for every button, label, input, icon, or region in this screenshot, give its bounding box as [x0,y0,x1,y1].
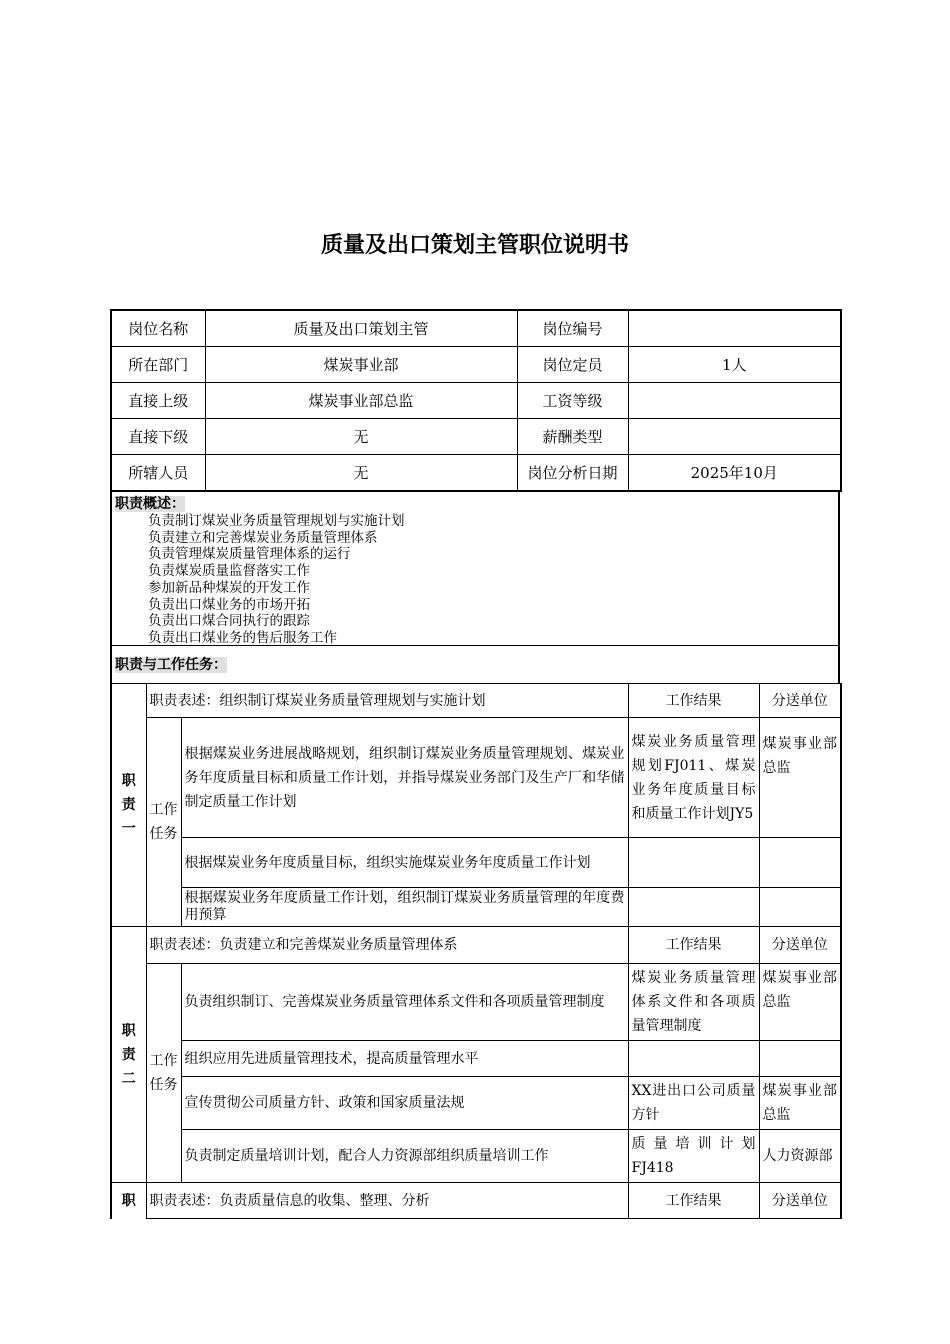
duty-2-description: 职责表述：负责建立和完善煤炭业务质量管理体系 [146,927,628,964]
destination-header: 分送单位 [759,1183,841,1219]
task-text: 根据煤炭业务年度质量目标，组织实施煤炭业务年度质量工作计划 [181,838,628,888]
table-row [111,419,841,455]
label-cell: 薪酬类型 [517,419,628,455]
value-cell: 煤炭事业部总监 [205,383,517,419]
list-item: 负责制订煤炭业务质量管理规划与实施计划 [148,513,405,529]
task-destination: 人力资源部 [759,1130,841,1183]
task-result: XX进出口公司质量方针 [628,1077,759,1130]
table-row [111,347,841,383]
table-row [111,718,841,838]
duties-header: 职责与工作任务： [115,657,227,673]
table-row [111,310,841,347]
result-header: 工作结果 [628,927,759,964]
list-item: 负责管理煤炭质量管理体系的运行 [148,546,351,563]
duties-header-row [110,646,840,683]
table-row [111,927,841,964]
task-text: 根据煤炭业务年度质量工作计划，组织制订煤炭业务质量管理的年度费用预算 [181,888,628,927]
label-cell: 所在部门 [111,347,205,383]
value-cell: 无 [205,455,517,492]
value-cell: 1人 [628,347,841,383]
list-item: 负责出口煤合同执行的跟踪 [148,613,310,630]
task-text: 组织应用先进质量管理技术，提高质量管理水平 [181,1041,628,1077]
summary-list [112,513,838,647]
list-item: 负责建立和完善煤炭业务质量管理体系 [148,529,378,546]
page-title: 质量及出口策划主管职位说明书 [320,233,629,258]
table-row [111,888,841,927]
label-cell: 岗位分析日期 [517,455,628,492]
task-destination [759,888,841,927]
label-cell: 所辖人员 [111,455,205,492]
task-text: 根据煤炭业务进展战略规划，组织制订煤炭业务质量管理规划、煤炭业务年度质量目标和质量工作计划，并指导煤炭业务部门及生产厂和华储制定质量工作计划 [181,718,628,838]
label-cell: 工资等级 [517,383,628,419]
label-cell: 直接下级 [111,419,205,455]
job-description-form [110,309,840,1209]
list-item: 负责出口煤业务的售后服务工作 [148,629,337,646]
result-header: 工作结果 [628,1183,759,1219]
task-destination [759,1041,841,1077]
table-row [111,1041,841,1077]
destination-header: 分送单位 [759,684,841,718]
table-row [111,383,841,419]
task-text: 负责组织制订、完善煤炭业务质量管理体系文件和各项质量管理制度 [181,964,628,1041]
table-row [111,1183,841,1219]
label-cell: 岗位定员 [517,347,628,383]
table-row [111,455,841,492]
task-result: 煤炭业务质量管理规划FJ011、煤炭业务年度质量目标和质量工作计划JY5 [628,718,759,838]
task-destination [759,838,841,888]
destination-header: 分送单位 [759,927,841,964]
task-destination: 煤炭事业部总监 [759,1077,841,1130]
value-cell [628,310,841,347]
summary-header: 职责概述： [115,496,185,512]
table-row [111,838,841,888]
task-result [628,1041,759,1077]
task-text: 宣传贯彻公司质量方针、政策和国家质量法规 [181,1077,628,1130]
task-result: 煤炭业务质量管理体系文件和各项质量管理制度 [628,964,759,1041]
table-row [111,1130,841,1183]
label-cell: 岗位编号 [517,310,628,347]
duty-3-description: 职责表述：负责质量信息的收集、整理、分析 [146,1183,628,1219]
task-text: 负责制定质量培训计划，配合人力资源部组织质量培训工作 [181,1130,628,1183]
value-cell: 质量及出口策划主管 [205,310,517,347]
task-result: 质量培训计划FJ418 [628,1130,759,1183]
table-row [111,684,841,718]
value-cell [628,419,841,455]
list-item: 参加新品种煤炭的开发工作 [148,579,310,596]
list-item: 负责煤炭质量监督落实工作 [148,563,310,580]
task-destination: 煤炭事业部总监 [759,718,841,838]
task-result [628,838,759,888]
task-label: 工作任务 [146,718,181,927]
result-header: 工作结果 [628,684,759,718]
value-cell [628,383,841,419]
summary-section [110,492,840,646]
basic-info-table [110,309,842,492]
duties-table [110,683,842,1219]
task-label: 工作任务 [146,964,181,1183]
table-row [111,964,841,1041]
duty-3-label: 职 [111,1183,146,1219]
duty-2-label: 职责二 [111,927,146,1183]
task-result [628,888,759,927]
value-cell: 煤炭事业部 [205,347,517,383]
task-destination: 煤炭事业部总监 [759,964,841,1041]
table-row [111,1077,841,1130]
value-cell: 2025年10月 [628,455,841,492]
label-cell: 岗位名称 [111,310,205,347]
label-cell: 直接上级 [111,383,205,419]
duty-1-label: 职责一 [111,684,146,927]
value-cell: 无 [205,419,517,455]
list-item: 负责出口煤业务的市场开拓 [148,596,310,613]
duty-1-description: 职责表述：组织制订煤炭业务质量管理规划与实施计划 [146,684,628,718]
